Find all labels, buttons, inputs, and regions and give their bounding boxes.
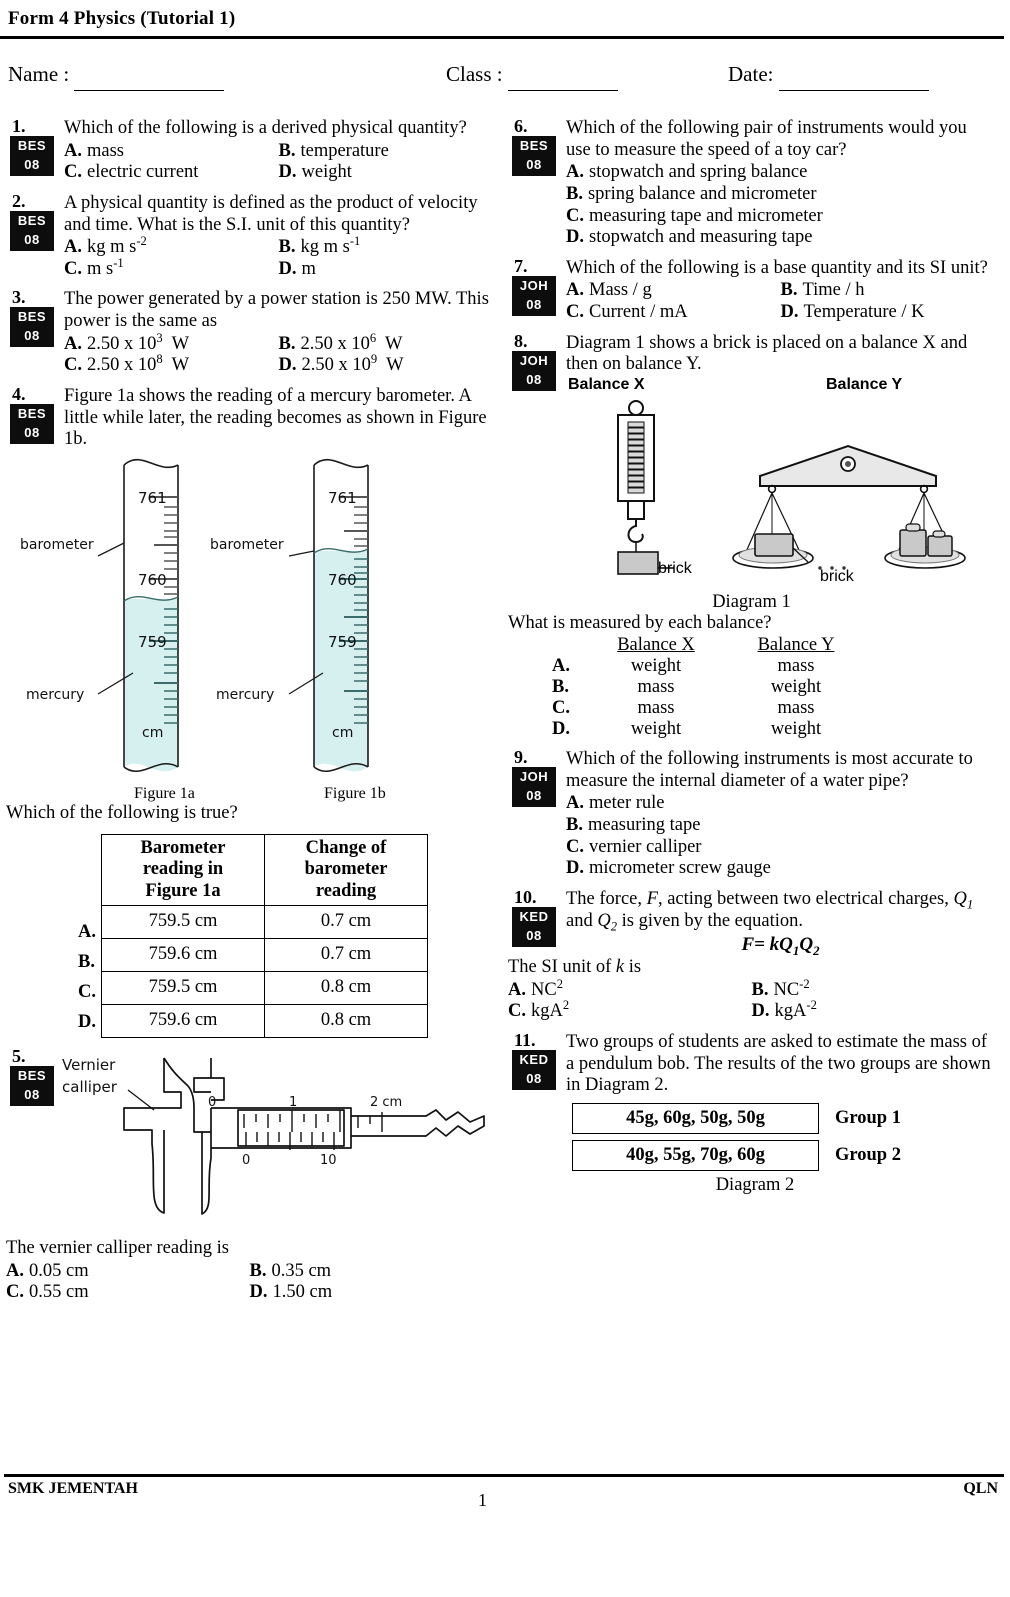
option-label: electric current [87,162,199,183]
option-c[interactable]: C. m $s^{-1}$ [64,255,124,279]
option-label: measuring tape and micrometer [589,205,823,226]
barometer-answer-table [101,834,428,1038]
question-11 [508,1032,995,1196]
options-list [508,976,995,1023]
col-header-change: Change of barometer reading [265,834,428,905]
source-badge [10,211,54,251]
badge-year: 08 [526,927,542,943]
row-label-d: D. [78,1011,96,1032]
answer-row-c[interactable]: C. mass mass [552,698,815,719]
question-4 [6,386,493,1038]
cell-change: 0.7 cm [265,938,428,971]
option-label: meter rule [589,793,665,814]
diagram-2 [570,1103,995,1196]
badge-origin: BES [17,309,47,325]
question-text: Which of the following is a derived physical quantity? [64,118,467,138]
options-list [64,330,493,377]
spring-balance-ring [629,401,643,415]
source-badge [512,767,556,807]
vernier-scale-10: 10 [320,1152,337,1168]
balance-x-label: Balance X [568,376,645,394]
col-head-balance-x: Balance X [617,635,695,656]
options-list [566,793,995,880]
question-9 [508,749,995,880]
date-label: Date: [728,62,774,86]
footer-school: SMK JEMENTAH [8,1480,138,1497]
footer-divider [4,1474,1004,1477]
option-c[interactable]: C. measuring tape and micrometer [566,205,823,226]
badge-year: 08 [24,231,40,247]
badge-year: 08 [24,328,40,344]
figure-1a-caption: Figure 1a [134,784,195,802]
main-scale-2cm: 2 cm [370,1094,403,1110]
option-c[interactable]: C. kgA$^2$ [508,998,570,1022]
question-number: 5. [12,1045,26,1066]
badge-year: 08 [526,1071,542,1087]
group-1-values: 45g, 60g, 50g, 50g [572,1103,819,1134]
footer-code: QLN [963,1480,998,1497]
option-label: weight [301,162,352,183]
question-number: 11. [514,1030,536,1051]
source-badge [10,404,54,444]
question-number: 9. [514,747,528,768]
option-a[interactable]: A. 0.05 cm [6,1260,89,1281]
unit-cm-b: cm [332,724,354,741]
option-label: vernier calliper [589,836,702,857]
question-number: 8. [514,330,528,351]
question-text: The power generated by a power station is 250 MW. This power is the same as [64,289,489,332]
question-text: A physical quantity is defined as the product of velocity and time. What is the S.I. unit of this quantity? [64,192,478,235]
source-badge [512,907,556,947]
badge-origin: JOH [519,769,549,785]
question-10-subprompt: The SI unit of k is [508,957,642,978]
option-b[interactable]: B. measuring tape [566,814,701,835]
tick-761-a: 761 [138,488,167,507]
option-a[interactable]: A. stopwatch and spring balance [566,162,808,183]
badge-origin: BES [17,212,47,228]
badge-origin: BES [17,406,47,422]
table-row[interactable] [102,905,428,938]
cell-reading: 759.5 cm [102,971,265,1004]
badge-year: 08 [24,157,40,172]
table-row[interactable] [102,938,428,971]
question-5 [6,1045,493,1304]
cell-reading: 759.5 cm [102,905,265,938]
options-list [566,280,995,323]
option-a[interactable]: A. mass [64,140,124,161]
option-label: m $s^{-1}$ [87,255,124,279]
table-row[interactable] [102,971,428,1004]
figure-1b-caption: Figure 1b [324,784,386,802]
badge-origin: JOH [519,277,549,293]
question-10 [508,886,995,1023]
barometer-label-a: barometer [20,536,94,553]
mercury-label-a: mercury [26,686,85,703]
option-c[interactable]: C. electric current [64,162,199,183]
barometers-svg [6,451,493,781]
tick-760-b: 760 [328,570,357,589]
badge-year: 08 [24,1086,40,1102]
source-badge [10,1066,54,1106]
balance-answer-table [552,635,995,740]
option-d[interactable]: D. stopwatch and measuring tape [566,227,813,248]
source-badge [10,307,54,347]
option-d[interactable]: D. weight [278,162,352,183]
question-8-subprompt: What is measured by each balance? [508,613,772,634]
vernier-label-line1: Vernier [62,1055,116,1074]
option-label: Current / mA [589,302,688,323]
option-label: mass [87,140,124,161]
options-list [566,162,995,249]
options-list [64,234,493,280]
tick-761-b: 761 [328,488,357,507]
option-label: 2.50 x $10^8$ W [87,352,190,376]
question-number: 10. [514,886,537,907]
badge-year: 08 [24,425,40,441]
badge-origin: KED [519,908,549,924]
class-label: Class : [446,62,503,86]
badge-year: 08 [526,157,542,172]
option-label: kg m $s^{-2}$ [87,234,147,258]
badge-origin: KED [519,1052,549,1068]
option-label: Mass / g [589,280,652,301]
option-c[interactable]: C. vernier calliper [566,836,702,857]
badge-year: 08 [526,371,542,387]
source-badge [512,136,556,176]
answer-row-d[interactable]: D. weight weight [552,719,822,740]
weight-2 [928,536,952,556]
cell-change: 0.7 cm [265,905,428,938]
question-text: Which of the following is a base quantity and its SI unit? [566,257,988,278]
question-7 [508,255,995,324]
footer-page-number: 1 [478,1490,487,1510]
question-text: Figure 1a shows the reading of a mercury barometer. A little while later, the reading becomes as shown in Figure 1b. [64,386,487,450]
cell-reading: 759.6 cm [102,938,265,971]
question-number: 6. [514,116,528,136]
question-4-tail: Which of the following is true? [6,802,238,823]
row-label-a: A. [78,921,96,942]
option-b[interactable]: B. 2.50 x $10^6$ W [278,330,403,354]
options-list [64,141,493,184]
question-text: Two groups of students are asked to estimate the mass of a pendulum bob. The results of the two groups are shown in Diagram 2. [566,1032,991,1096]
cell-change: 0.8 cm [265,1004,428,1037]
weight-1 [900,530,926,556]
main-scale-0: 0 [208,1094,217,1110]
tick-760-a: 760 [138,570,167,589]
answer-row-a[interactable]: A. weight mass [552,656,815,677]
formula: $F= kQ_1Q_2$ [741,934,820,958]
group-2-values: 40g, 55g, 70g, 60g [572,1140,819,1171]
option-label: $NC^{-2}$ [773,976,810,1000]
option-label: spring balance and micrometer [587,183,817,204]
main-scale-1: 1 [289,1094,298,1110]
cell-change: 0.8 cm [265,971,428,1004]
vernier-scale-0: 0 [242,1152,251,1168]
option-b[interactable]: B. kg m $s^{-1}$ [278,234,361,258]
option-d[interactable]: D. kgA$^{-2}$ [751,998,817,1022]
option-b[interactable]: B. temperature [278,140,389,161]
answer-col-headers [552,635,995,656]
options-list [6,1261,493,1304]
brick-label-x: brick [658,560,692,578]
option-label: measuring tape [587,814,701,835]
option-a[interactable]: A. $NC^2$ [508,976,563,1000]
option-a[interactable]: A. kg m $s^{-2}$ [64,234,147,258]
option-label: Temperature / K [803,302,925,323]
question-text: Which of the following instruments is most accurate to measure the internal diameter of a water pipe? [566,749,973,791]
barometer-figure-group [6,451,493,803]
option-b[interactable]: B. 0.35 cm [249,1260,332,1281]
option-c[interactable]: C. 2.50 x $10^8$ W [64,352,190,376]
question-text: Which of the following pair of instruments would you use to measure the speed of a toy car? [566,118,967,160]
option-label: m [301,258,316,279]
source-badge [10,136,54,176]
question-8 [508,330,995,740]
option-a[interactable]: A. 2.50 x $10^3$ W [64,330,190,354]
option-d[interactable]: D. 2.50 x $10^9$ W [278,352,404,376]
table-row[interactable] [102,1004,428,1037]
option-d[interactable]: D. 1.50 cm [249,1282,333,1303]
vernier-caliper-figure [6,1045,493,1238]
unit-cm-a: cm [142,724,164,741]
col-header-reading: Barometer reading in Figure 1a [102,834,265,905]
question-number: 3. [12,287,26,308]
question-text: Diagram 1 shows a brick is placed on a balance X and then on balance Y. [566,332,968,375]
group-1-row [572,1103,995,1134]
row-label-c: C. [78,981,96,1002]
badge-origin: BES [17,138,47,153]
option-label: kg m $s^{-1}$ [300,234,361,258]
row-label-b: B. [78,951,95,972]
source-badge [512,1050,556,1090]
col-head-balance-y: Balance Y [757,635,835,656]
option-label: 2.50 x $10^9$ W [301,352,404,376]
brick-x [618,552,658,574]
option-d[interactable]: D. Temperature / K [780,302,925,323]
brick-y [755,534,793,556]
title-divider [0,36,1004,39]
option-label: $NC^2$ [531,976,563,1000]
answer-row-b[interactable]: B. mass weight [552,677,822,698]
diagram-2-caption: Diagram 2 [715,1175,795,1196]
source-badge [512,276,556,316]
question-1 [6,118,493,184]
brick-label-y: brick [820,568,854,586]
column-right [508,118,995,1205]
balance-y-label: Balance Y [826,376,903,394]
group-1-label: Group 1 [835,1108,901,1129]
option-label: micrometer screw gauge [589,858,771,879]
question-number: 4. [12,384,26,405]
badge-year: 08 [526,788,542,804]
option-label: 0.05 cm [29,1260,89,1281]
option-b[interactable]: B. $NC^{-2}$ [751,976,810,1000]
option-label: stopwatch and spring balance [589,162,808,183]
class-input-blank[interactable] [508,65,618,91]
option-label: 2.50 x $10^6$ W [300,330,403,354]
diagram-1 [508,376,995,611]
option-label: 0.35 cm [271,1260,332,1281]
barometer-label-b: barometer [210,536,284,553]
option-c[interactable]: C. 0.55 cm [6,1282,89,1303]
question-5-tail: The vernier calliper reading is [6,1237,229,1258]
option-d[interactable]: D. m [278,258,316,279]
tick-759-b: 759 [328,632,357,651]
question-number: 7. [514,255,528,276]
group-2-label: Group 2 [835,1145,901,1166]
option-b[interactable]: B. Time / h [780,280,865,301]
page-title: Form 4 Physics (Tutorial 1) [8,8,236,29]
badge-origin: BES [17,1067,47,1083]
column-left [6,118,493,1313]
question-4-table-wrap [6,834,493,1038]
option-label: 2.50 x $10^3$ W [87,330,190,354]
vernier-caliper-svg [6,1045,493,1233]
badge-year: 08 [526,296,542,312]
question-3 [6,289,493,377]
option-a[interactable]: A. Mass / g [566,280,652,301]
group-2-row [572,1140,995,1171]
diagram-1-caption: Diagram 1 [712,592,791,613]
mercury-label-b: mercury [216,686,275,703]
question-6 [508,118,995,249]
tick-759-a: 759 [138,632,167,651]
table-header-row [102,834,428,905]
option-label: 1.50 cm [272,1282,333,1303]
question-number: 1. [12,116,26,136]
option-label: temperature [300,140,389,161]
option-c[interactable]: C. Current / mA [566,302,688,323]
date-input-blank[interactable] [779,65,929,91]
diagram-1-svg [508,376,995,586]
badge-origin: BES [519,138,549,153]
option-b[interactable]: B. spring balance and micrometer [566,183,817,204]
identification-line [8,62,998,94]
question-text: The force, F, acting between two electrical charges, $Q_1$ and $Q_2$ is given by the equation. [566,888,974,934]
cell-reading: 759.6 cm [102,1004,265,1037]
option-label: stopwatch and measuring tape [589,227,813,248]
question-number: 2. [12,190,26,211]
name-input-blank[interactable] [74,65,224,91]
option-label: Time / h [802,280,865,301]
name-label: Name : [8,62,70,86]
option-a[interactable]: A. meter rule [566,793,665,814]
option-label: 0.55 cm [29,1282,89,1303]
option-label: kgA$^{-2}$ [774,998,817,1022]
option-d[interactable]: D. micrometer screw gauge [566,858,771,879]
option-label: kgA$^2$ [531,998,570,1022]
spring-balance-hook [629,519,643,542]
badge-origin: JOH [519,352,549,368]
vernier-label-line2: calliper [62,1077,117,1096]
question-2 [6,190,493,281]
